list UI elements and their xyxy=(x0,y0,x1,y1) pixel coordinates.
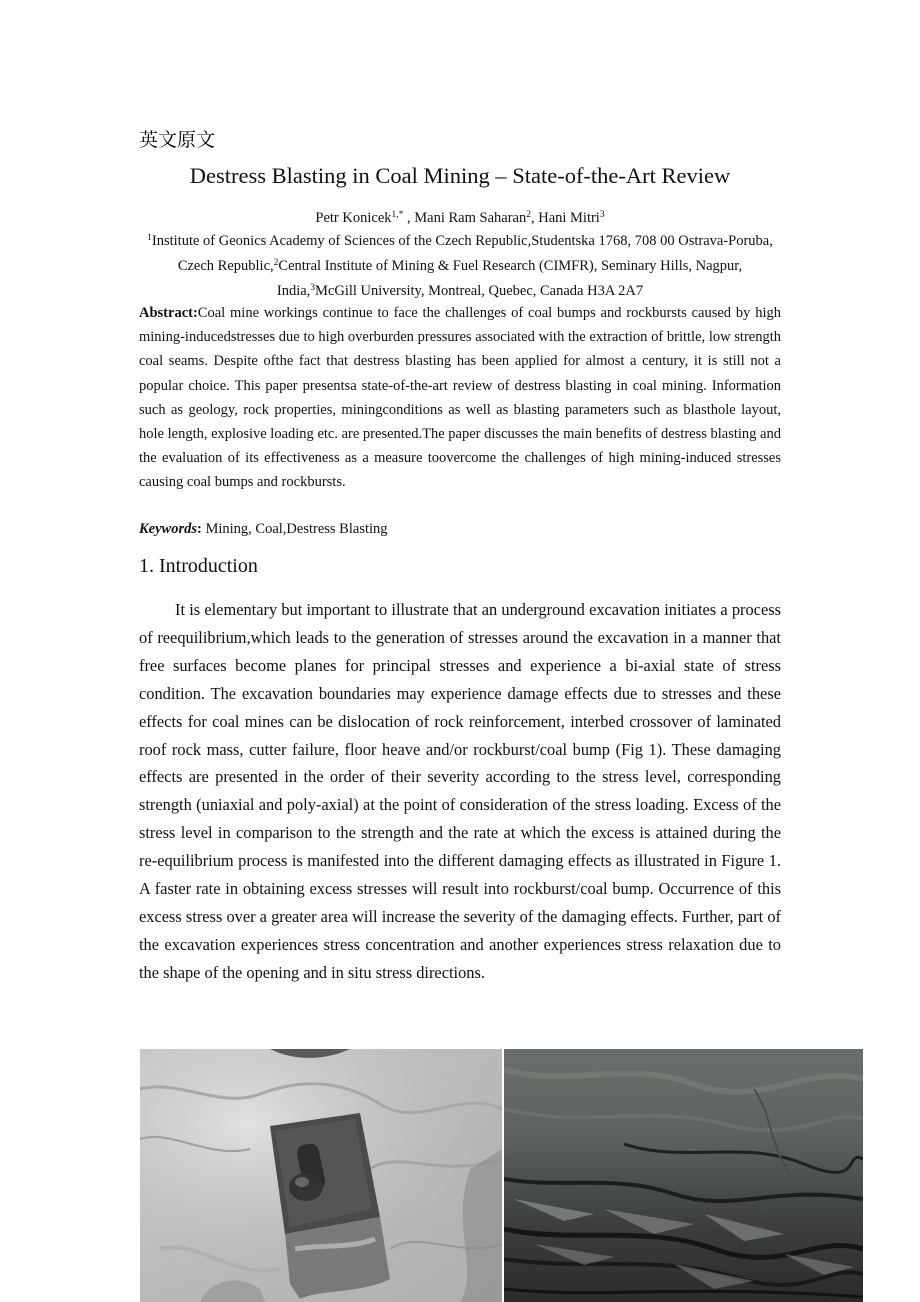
author-line xyxy=(0,206,920,230)
author-2: , Mani Ram Saharan xyxy=(403,210,527,226)
laminated-coal-rock-photo xyxy=(504,1049,863,1302)
affiliation-1: Institute of Geonics Academy of Sciences of the Czech Republic,Studentska 1768, 708 00 Ostrava-Poruba, Czech Republic, xyxy=(151,233,773,274)
author-1-superscript: 1,* xyxy=(391,210,404,220)
keywords-label: Keywords xyxy=(139,521,197,537)
author-2-superscript: 2 xyxy=(526,210,531,220)
keywords-text: Mining, Coal,Destress Blasting xyxy=(201,521,388,537)
affiliations xyxy=(139,229,781,304)
author-1: Petr Konicek xyxy=(315,210,392,226)
author-3: , Hani Mitri xyxy=(530,210,600,226)
intro-paragraph: It is elementary but important to illustrate that an underground excavation initiates a process of reequilibrium,which leads to the generation of stresses around the excavation in a manner that free surfaces become planes for principal stresses and experience a bi-axial state of stress condition. The excavation boundaries may experience damage effects due to stresses and these effects for coal mines can be dislocation of rock reinforcement, interbed crossover of laminated roof rock mass, cutter failure, floor heave and/or rockburst/coal bump (Fig 1). These damaging effects are presented in the order of their severity according to the stress level, corresponding strength (uniaxial and poly-axial) at the point of consideration of the stress loading. Excess of the stress level in comparison to the strength and the rate at which the excess is attained during the re-equilibrium process is manifested into the different damaging effects as illustrated in Figure 1. A faster rate in obtaining excess stresses will result into rockburst/coal bump. Occurrence of this excess stress over a greater area will increase the severity of the damaging effects. Further, part of the excavation experiences stress concentration and another experiences stress relaxation due to the shape of the opening and in situ stress directions. xyxy=(139,600,781,982)
affiliation-3: McGill University, Montreal, Quebec, Canada H3A 2A7 xyxy=(315,283,644,299)
affiliation-2: Central Institute of Mining & Fuel Research (CIMFR), Seminary Hills, Nagpur, India, xyxy=(276,258,743,299)
abstract-label: Abstract: xyxy=(139,305,198,321)
author-3-superscript: 3 xyxy=(599,210,605,220)
keywords-colon: : xyxy=(197,521,202,537)
affiliation-1-superscript: 1 xyxy=(147,233,152,243)
affiliation-3-superscript: 3 xyxy=(310,283,316,293)
rock-bolt-plate-photo xyxy=(140,1049,502,1302)
chinese-heading: 英文原文 xyxy=(139,129,216,151)
affiliation-2-superscript: 2 xyxy=(273,258,279,268)
paper-title: Destress Blasting in Coal Mining – State-of-the-Art Review xyxy=(189,163,731,188)
abstract-text: Coal mine workings continue to face the challenges of coal bumps and rockbursts caused by high mining-inducedstresses due to high overburden pressures associated with the extraction of brittle, low strength coal seams. Despite ofthe fact that destress blasting has been applied for almost a century, it is still not a popular choice. This paper presentsa state-of-the-art review of destress blasting in coal mining. Information such as geology, rock properties, miningconditions as well as blasting parameters such as blasthole layout, hole length, explosive loading etc. are presented.The paper discusses the main benefits of destress blasting and the evaluation of its effectiveness as a measure toovercome the challenges of high mining-induced stresses causing coal bumps and rockbursts. xyxy=(139,305,781,491)
section-heading: 1. Introduction xyxy=(139,555,258,577)
keywords xyxy=(139,517,781,541)
abstract xyxy=(139,301,781,495)
